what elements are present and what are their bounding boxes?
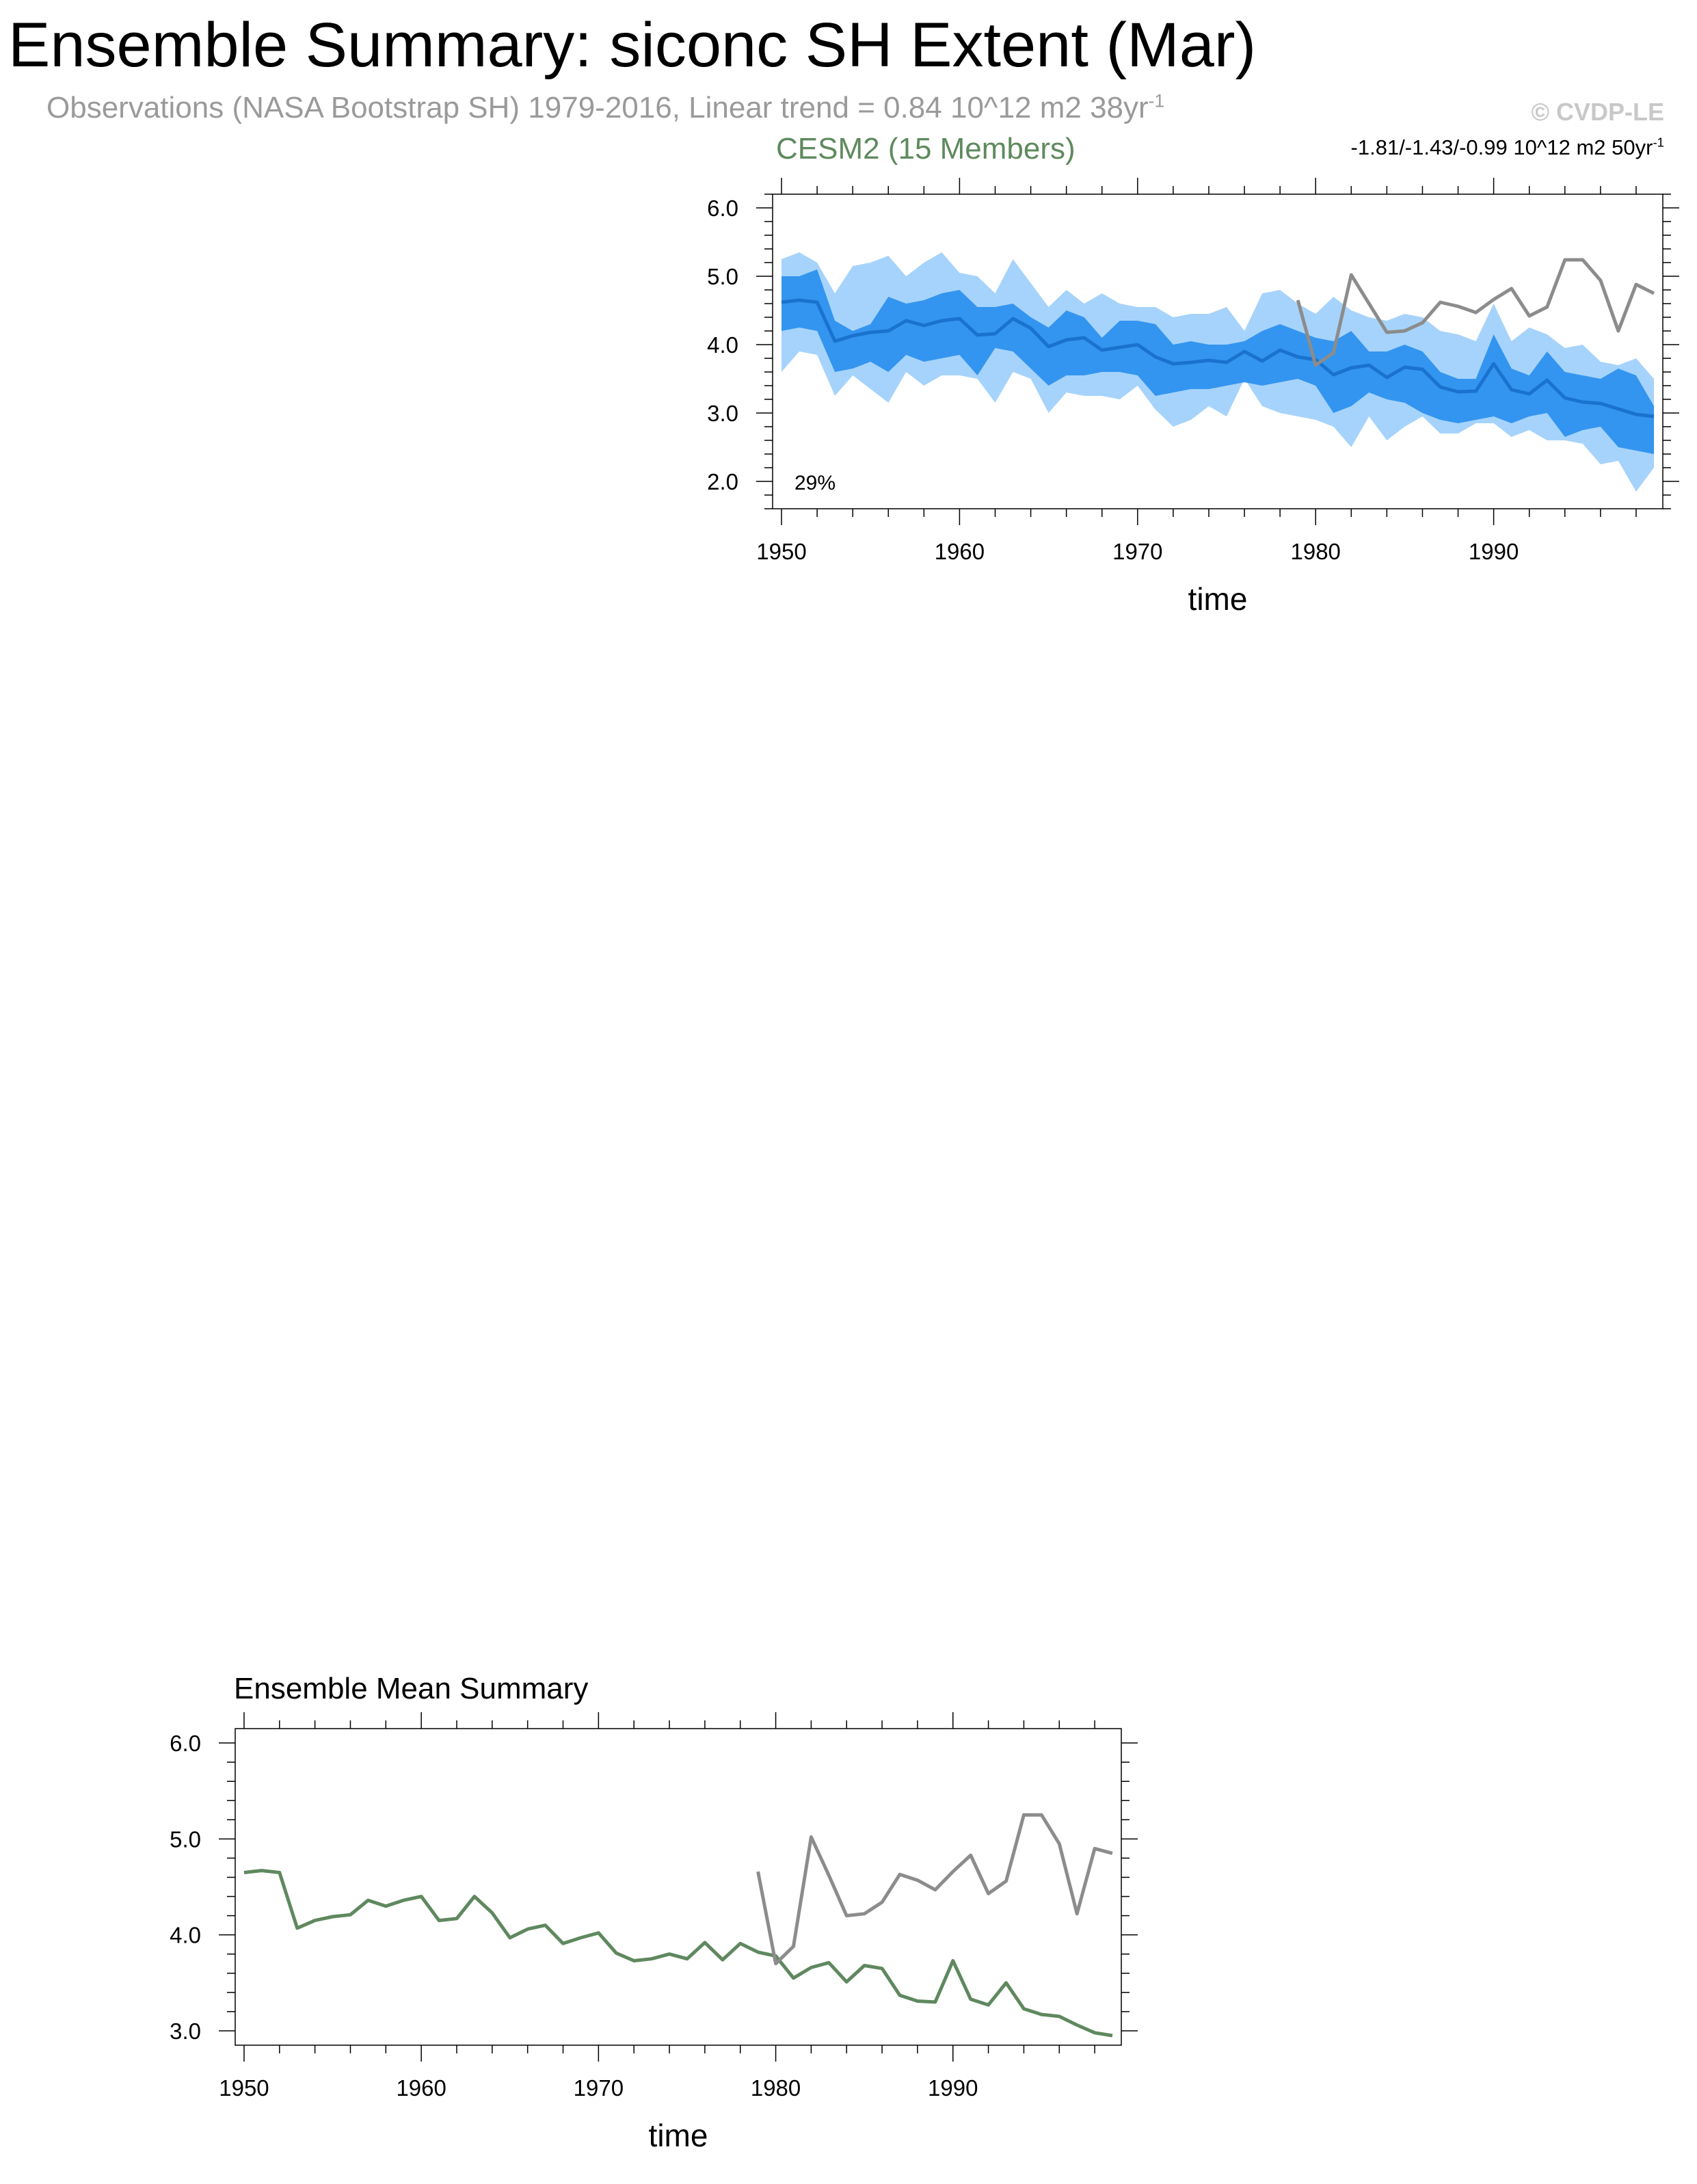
chart-2-y-tick-label: 5.0 xyxy=(170,1826,201,1852)
chart-2-y-tick-label: 6.0 xyxy=(170,1731,201,1757)
chart-2-x-tick-label: 1970 xyxy=(573,2075,624,2101)
chart-2-y-tick-label: 3.0 xyxy=(170,2018,201,2044)
chart-1-x-tick-label: 1970 xyxy=(1112,539,1163,564)
chart-1-y-tick-label: 3.0 xyxy=(707,401,738,426)
page-title: Ensemble Summary: siconc SH Extent (Mar) xyxy=(8,10,1257,80)
trend-superscript: -1 xyxy=(1653,135,1664,150)
trend-text: -1.81/-1.43/-0.99 10^12 m2 50yr xyxy=(1350,135,1653,159)
chart-1-x-tick-label: 1960 xyxy=(934,539,985,564)
chart-2-ensemble-mean-line xyxy=(244,1871,1112,2036)
chart-1-y-tick-label: 2.0 xyxy=(707,469,738,494)
chart-2-y-tick-label: 4.0 xyxy=(170,1922,201,1948)
chart-2-x-tick-label: 1950 xyxy=(219,2075,269,2101)
ensemble-mean-title: Ensemble Mean Summary xyxy=(234,1672,589,1705)
chart-2-x-axis-label: time xyxy=(648,2118,708,2153)
copyright-label: © CVDP-LE xyxy=(1531,98,1664,126)
chart-1-y-tick-label: 4.0 xyxy=(707,332,738,358)
chart-1-x-axis-label: time xyxy=(1188,581,1248,617)
subtitle-superscript: -1 xyxy=(1148,90,1165,111)
chart-1-x-tick-label: 1950 xyxy=(756,539,807,564)
chart-2-x-tick-label: 1980 xyxy=(750,2075,801,2101)
chart-1-x-tick-label: 1990 xyxy=(1468,539,1519,564)
model-label: CESM2 (15 Members) xyxy=(776,132,1075,165)
chart-1-y-tick-label: 5.0 xyxy=(707,264,738,289)
chart-2-observations-line xyxy=(758,1815,1112,1963)
chart-2-x-tick-label: 1960 xyxy=(396,2075,446,2101)
chart-1-x-tick-label: 1980 xyxy=(1290,539,1341,564)
chart-2-x-tick-label: 1990 xyxy=(928,2075,978,2101)
chart-2-plot-frame xyxy=(235,1729,1121,2045)
chart-1-percent-label: 29% xyxy=(794,472,836,494)
subtitle-text: Observations (NASA Bootstrap SH) 1979-2016, Linear trend = 0.84 10^12 m2 38yr xyxy=(46,91,1149,124)
chart-1-y-tick-label: 6.0 xyxy=(707,196,738,221)
